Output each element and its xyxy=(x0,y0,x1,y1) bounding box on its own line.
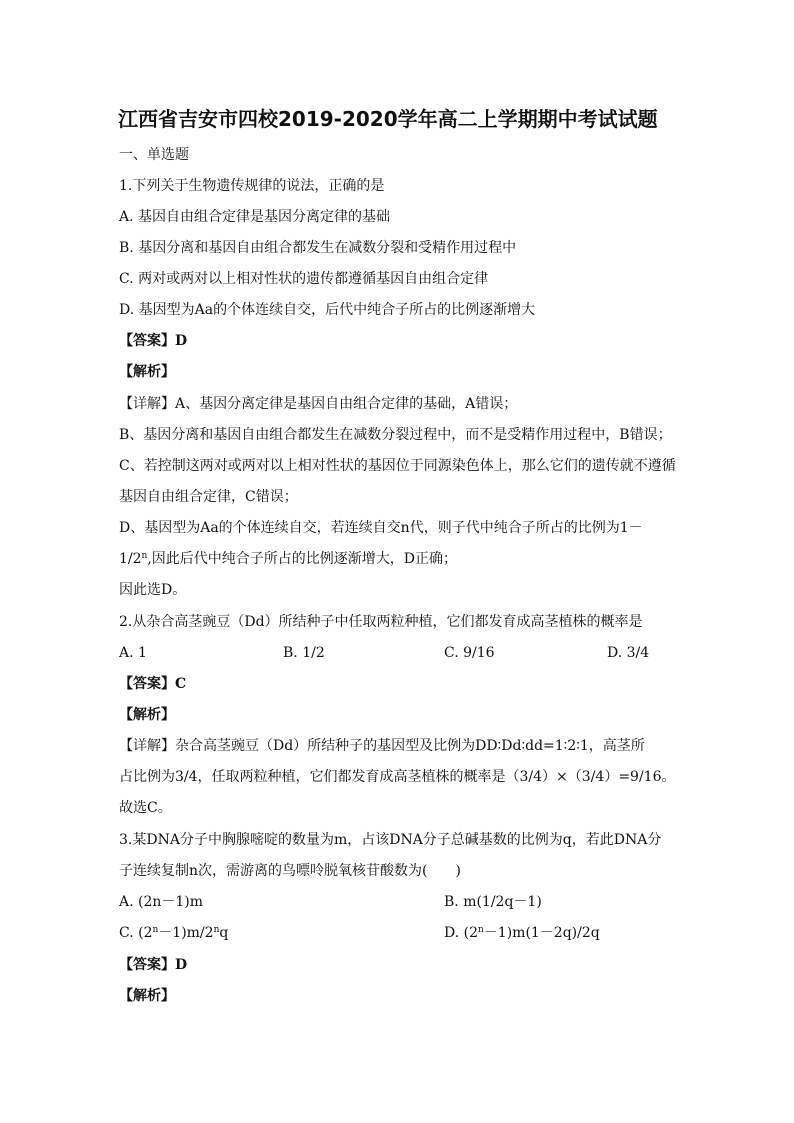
q1-option-b: B. 基因分离和基因自由组合都发生在减数分裂和受精作用过程中 xyxy=(119,240,517,256)
q3-option-b: B. m(1/2q－1) xyxy=(444,894,542,910)
q3-analysis-label: 【解析】 xyxy=(119,988,175,1004)
q2-stem: 2.从杂合高茎豌豆（Dd）所结种子中任取两粒种植，它们都发育成高茎植株的概率是 xyxy=(119,614,643,630)
q2-analysis-label: 【解析】 xyxy=(119,707,175,723)
q2-option-c: C. 9/16 xyxy=(444,645,495,661)
q1-detail-line: 【详解】A、基因分离定律是基因自由组合定律的基础，A错误； xyxy=(119,396,518,412)
q1-detail-continuation: 1/2$^n$,因此后代中纯合子所占的比例逐渐增大，D正确； xyxy=(119,551,458,567)
q1-answer: 【答案】D xyxy=(119,333,188,349)
q2-option-a: A. 1 xyxy=(119,645,147,661)
q1-detail-line: C、若控制这两对或两对以上相对性状的基因位于同源染色体上，那么它们的遗传就不遵循 xyxy=(119,458,676,474)
q3-answer: 【答案】D xyxy=(119,957,188,973)
q1-detail-line: D、基因型为Aa的个体连续自交，若连续自交n代，则子代中纯合子所占的比例为1－ xyxy=(119,520,643,536)
q1-conclusion: 因此选D。 xyxy=(119,582,187,598)
q2-detail-line: 【详解】杂合高茎豌豆（Dd）所结种子的基因型及比例为DD∶Dd∶dd=1∶2∶1，高茎所 xyxy=(119,738,645,754)
q3-option-c: C. $(2^n-1)m/2^nq$ xyxy=(119,925,229,941)
q2-option-b: B. 1/2 xyxy=(283,645,325,661)
q1-analysis-label: 【解析】 xyxy=(119,364,175,380)
q1-option-a: A. 基因自由组合定律是基因分离定律的基础 xyxy=(119,209,391,225)
document-title: 江西省吉安市四校2019-2020学年高二上学期期中考试试题 xyxy=(118,107,658,131)
q2-conclusion: 故选C。 xyxy=(119,800,172,816)
q1-detail-line: 基因自由组合定律，C错误； xyxy=(119,489,298,505)
q1-stem: 1.下列关于生物遗传规律的说法，正确的是 xyxy=(119,178,385,194)
q2-answer: 【答案】C xyxy=(119,676,187,692)
section-heading: 一、单选题 xyxy=(119,147,189,163)
q3-stem-line: 子连续复制n次，需游离的鸟嘌呤脱氧核苷酸数为( ) xyxy=(119,863,461,879)
q3-stem-line: 3.某DNA分子中胸腺嘧啶的数量为m，占该DNA分子总碱基数的比例为q，若此DNA分 xyxy=(119,832,662,848)
q1-option-c: C. 两对或两对以上相对性状的遗传都遵循基因自由组合定律 xyxy=(119,271,489,287)
q2-detail-line: 占比例为3/4，任取两粒种植，它们都发育成高茎植株的概率是（3/4）×（3/4）=9/16。 xyxy=(119,769,676,785)
q3-option-a: A. (2n－1)m xyxy=(119,894,204,910)
q3-option-d: D. $(2^n-1)m(1-2q)/2q$ xyxy=(444,925,600,941)
q1-option-d: D. 基因型为Aa的个体连续自交，后代中纯合子所占的比例逐渐增大 xyxy=(119,302,536,318)
q2-option-d: D. 3/4 xyxy=(607,645,650,661)
q1-detail-line: B、基因分离和基因自由组合都发生在减数分裂过程中，而不是受精作用过程中，B错误； xyxy=(119,427,672,443)
